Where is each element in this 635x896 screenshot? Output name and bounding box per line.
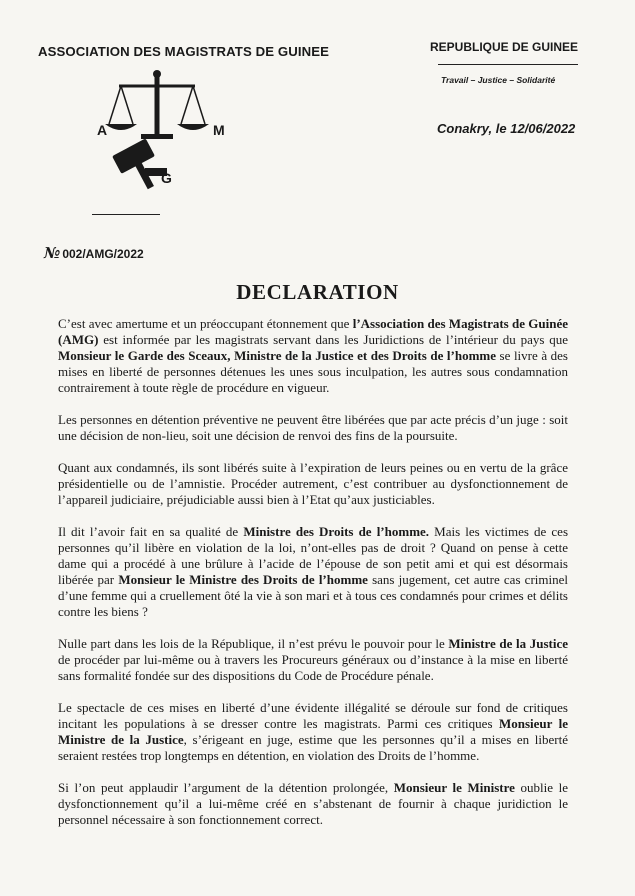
document-title: DECLARATION [236,280,399,304]
body-paragraph [58,524,568,620]
body-paragraph [58,700,568,764]
emphasis-text: Monsieur le Ministre des Droits de l’homme [118,572,368,587]
emphasis-text: Monsieur le Garde des Sceaux, Ministre de la Justice et des Droits de l’homme [58,348,496,363]
national-motto: Travail – Justice – Solidarité [441,75,556,85]
logo-letter-m: M [213,122,225,138]
paragraph-text: de procéder par lui-même ou à travers les Procureurs généraux ou d’instance à la mise en liberté sans formalité fondée sur des dispositions du Code de Procédure pénale. [58,652,568,683]
paragraph-text: , s’érigeant en juge, estime que les personnes qu’il a mises en liberté seraient restées trop longtemps en détention, en violation des Droits de l’homme. [58,732,568,763]
paragraph-text: Le spectacle de ces mises en liberté d’une évidente illégalité se déroule sur fond de critiques incitant les populations à se dresser contre les magistrats. Parmi ces critiques [58,700,568,731]
body-paragraph [58,412,568,444]
document-date: Conakry, le 12/06/2022 [437,121,576,136]
header-divider-left [92,214,160,215]
paragraph-text: est informée par les magistrats servant dans les Juridictions de l’intérieur du pays que [98,332,568,347]
emphasis-text: Monsieur le Ministre de la Justice [58,716,569,747]
paragraph-text: Nulle part dans les lois de la République, il n’est prévu le pouvoir pour le [58,636,449,651]
paragraph-text: C’est avec amertume et un préoccupant étonnement que [58,316,353,331]
body-paragraph [58,316,568,396]
declaration-body [58,316,568,844]
body-paragraph [58,460,568,508]
scales-and-gavel-icon [95,66,245,191]
paragraph-text: Il dit l’avoir fait en sa qualité de [58,524,244,539]
paragraph-text: se livre à des mises en liberté de personnes détenues les unes sous inculpation, les autres sous condamnation contrairement à toute règle de procédure en vigueur. [58,348,568,395]
header-divider-right [438,64,578,65]
paragraph-text: Quant aux condamnés, ils sont libérés suite à l’expiration de leurs peines ou en vertu de la grâce présidentielle ou de l’amnistie. Procéder autrement, c’est contribuer au dysfonctionnement de l’appareil judiciaire, préjudiciable aussi bien à l’Etat qu’aux justiciables. [58,460,568,507]
paragraph-text: Si l’on peut applaudir l’argument de la détention prolongée, [58,780,394,795]
number-sign-icon: № [44,244,61,262]
emphasis-text: Ministre des Droits de l’homme. [243,524,430,539]
reference-number-text: 002/AMG/2022 [62,247,144,261]
logo-letter-g: G [161,170,172,186]
association-name: ASSOCIATION DES MAGISTRATS DE GUINEE [38,44,330,59]
reference-number [44,244,144,262]
paragraph-text: Mais les victimes de ces personnes qu’il libère en violation de la loi, n’ont-elles pas de droit ? Quand on pense à cette dame qui a procédé à une brûlure à l’acide de l’épouse de son petit ami et qui est désormais libérée par [58,524,569,587]
emphasis-text: l’Association des Magistrats de Guinée (AMG) [58,316,568,347]
republic-name: REPUBLIQUE DE GUINEE [430,40,579,54]
body-paragraph [58,780,568,828]
emphasis-text: Monsieur le Ministre [393,780,515,795]
paragraph-text: oublie le dysfonctionnement qu’il a lui-même créé en s’abstenant de fournir à chaque juridiction le personnel nécessaire à son fonctionnement correct. [58,780,568,827]
body-paragraph [58,636,568,684]
paragraph-text: Les personnes en détention préventive ne peuvent être libérées que par acte précis d’un juge : soit une décision de non-lieu, soit une décision de renvoi des fins de la poursuite. [58,412,568,443]
paragraph-text: sans jugement, cet autre cas criminel d’une femme qui a cruellement ôté la vie à son mari et à tous ces condamnés pour crimes et délits contre les biens ? [58,572,569,619]
logo-letter-a: A [97,122,108,138]
emphasis-text: Ministre de la Justice [448,636,568,651]
